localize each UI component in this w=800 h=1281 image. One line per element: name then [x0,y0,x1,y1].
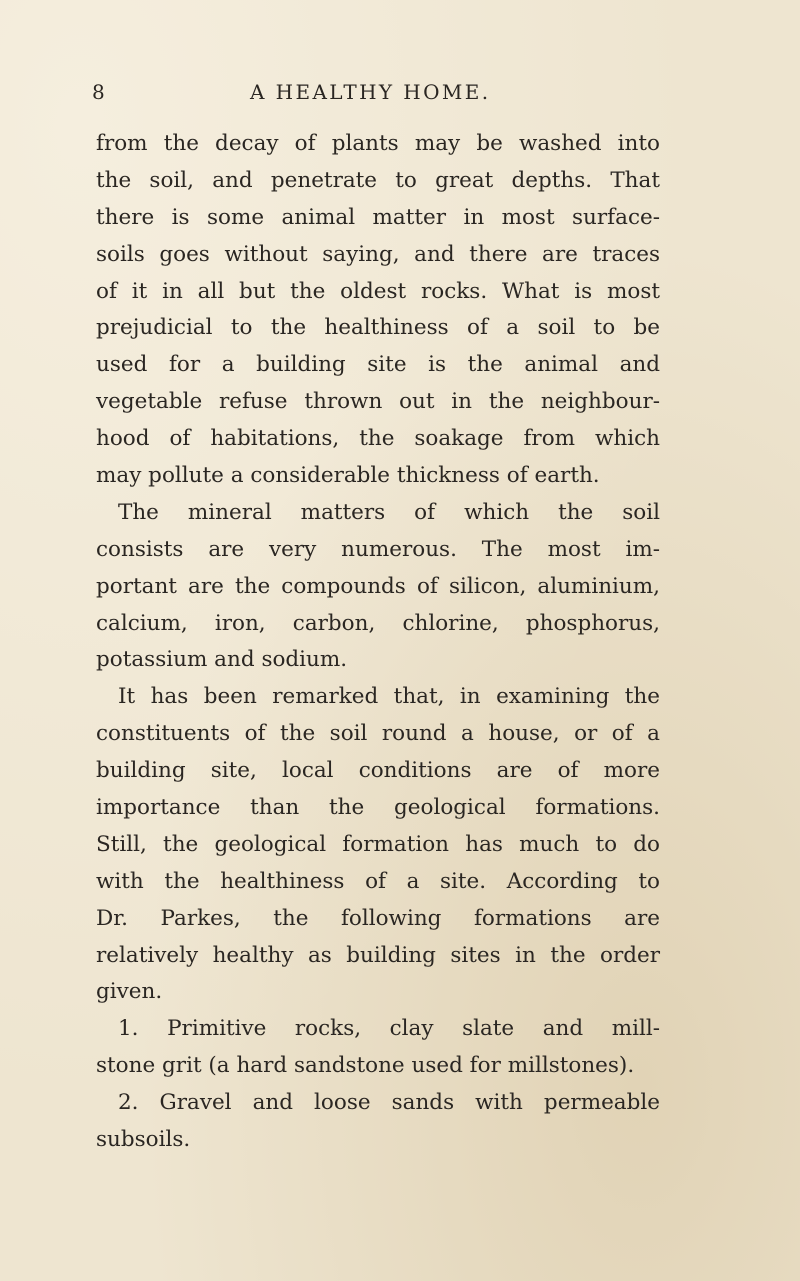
text-line: stone grit (a hard sandstone used for millstones). [96,1053,635,1079]
body-text [96,126,660,1159]
text-line: It has been remarked that, in examining the [118,684,660,710]
text-line: hood of habitations, the soakage from which [96,426,660,452]
text-line: Dr. Parkes, the following formations are [96,905,660,931]
text-line: calcium, iron, carbon, chlorine, phosphorus, [96,610,660,636]
text-line: soils goes without saying, and there are traces [96,241,660,267]
text-line: there is some animal matter in most surface- [96,204,660,230]
text-line: of it in all but the oldest rocks. What is most [96,278,660,304]
text-line: prejudicial to the healthiness of a soil to be [96,315,660,341]
text-line: with the healthiness of a site. According to [96,868,660,894]
text-line: relatively healthy as building sites in the order [96,942,660,968]
text-line: potassium and sodium. [96,647,348,673]
text-line: The mineral matters of which the soil [118,499,660,525]
text-line: vegetable refuse thrown out in the neighbour- [96,389,660,415]
text-line: building site, local conditions are of more [96,758,660,784]
text-line: 2. Gravel and loose sands with permeable [118,1090,660,1116]
text-line: subsoils. [96,1127,191,1153]
text-line: may pollute a considerable thickness of earth. [96,463,600,489]
text-line: portant are the compounds of silicon, aluminium, [96,573,660,599]
text-line: consists are very numerous. The most im- [96,536,660,562]
text-line: the soil, and penetrate to great depths. That [96,167,660,193]
text-line: from the decay of plants may be washed into [96,131,660,156]
text-line: constituents of the soil round a house, or of a [96,721,660,747]
text-line: given. [96,979,163,1005]
running-title: A HEALTHY HOME. [250,80,491,104]
text-line: Still, the geological formation has much to do [96,831,660,857]
text-line: importance than the geological formations. [96,795,660,821]
text-line: 1. Primitive rocks, clay slate and mill- [118,1016,660,1042]
running-head [0,80,800,110]
text-line: used for a building site is the animal and [96,352,660,378]
page-number: 8 [92,80,106,104]
